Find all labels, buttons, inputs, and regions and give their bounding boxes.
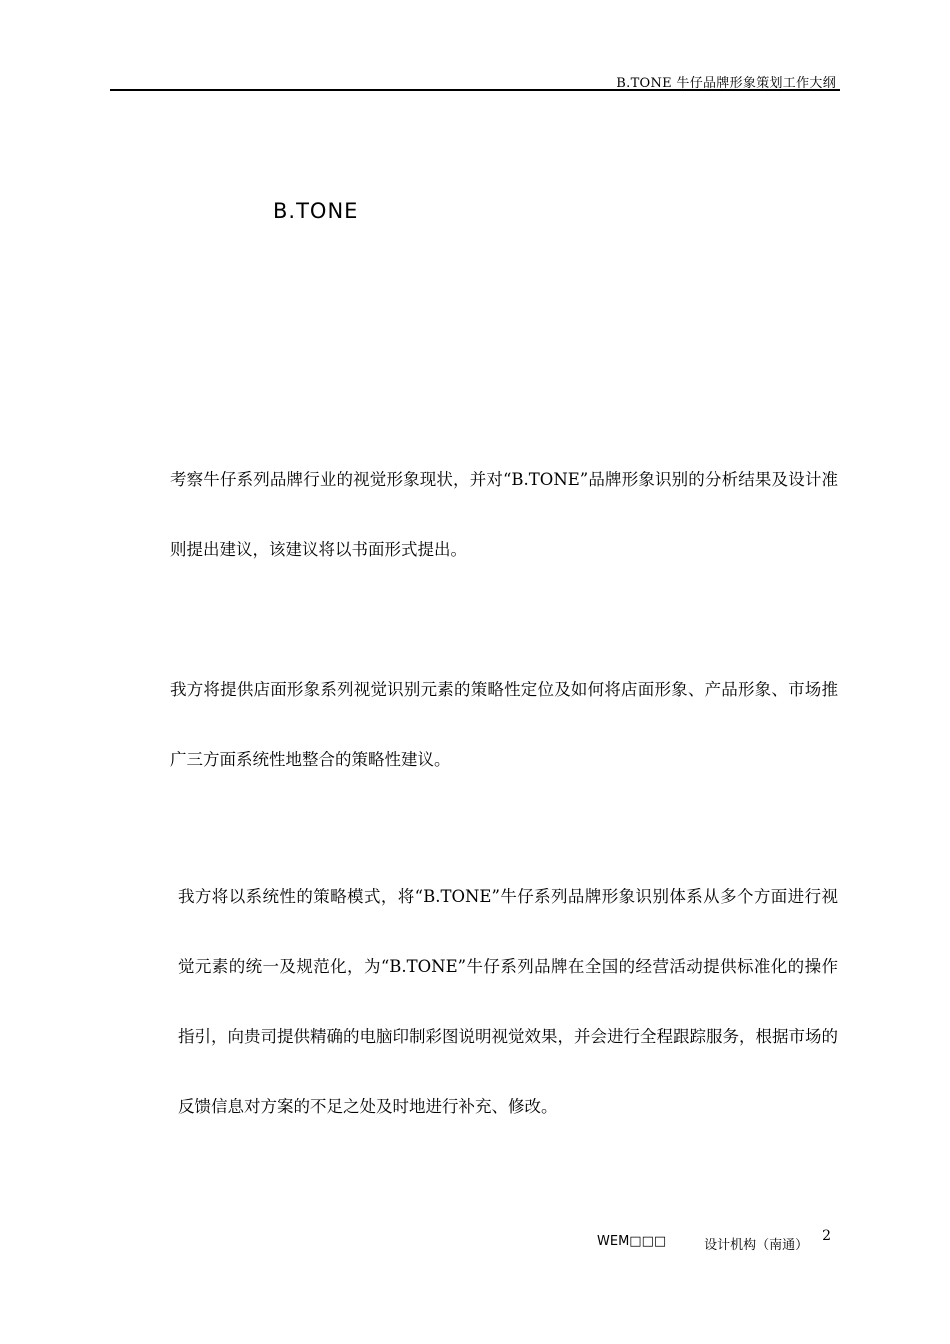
paragraph-2: 我方将提供店面形象系列视觉识别元素的策略性定位及如何将店面形象、产品形象、市场推广三方面系统性地整合的策略性建议。 (170, 680, 838, 769)
page-footer (597, 1228, 832, 1253)
header-divider (110, 89, 840, 91)
paragraph-1: 考察牛仔系列品牌行业的视觉形象现状，并对“B.TONE”品牌形象识别的分析结果及设计准则提出建议，该建议将以书面形式提出。 (170, 470, 838, 559)
running-header: B.TONE 牛仔品牌形象策划工作大纲 (616, 76, 836, 91)
page-number: 2 (822, 1228, 832, 1244)
footer-brand: WEM□□□ (597, 1234, 667, 1249)
paragraph-3: 我方将以系统性的策略模式，将“B.TONE”牛仔系列品牌形象识别体系从多个方面进行视觉元素的统一及规范化，为“B.TONE”牛仔系列品牌在全国的经营活动提供标准化的操作指引，向贵司提供精确的电脑印制彩图说明视觉效果，并会进行全程跟踪服务，根据市场的反馈信息对方案的不足之处及时地进行补充、修改。 (178, 887, 838, 1116)
footer-organization: 设计机构（南通） (704, 1238, 809, 1253)
document-title: B.TONE (273, 199, 359, 223)
